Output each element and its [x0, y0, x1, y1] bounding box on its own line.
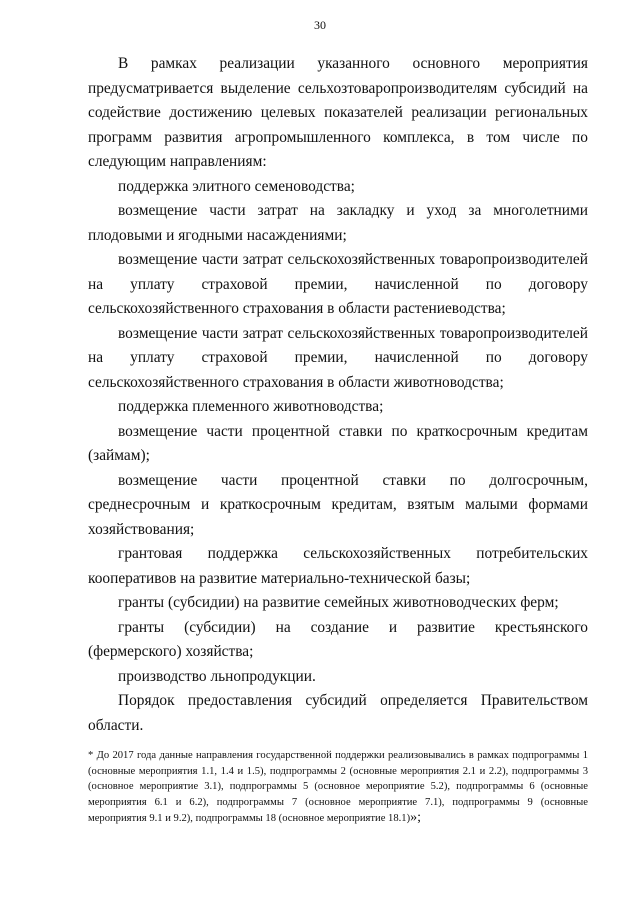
list-item: гранты (субсидии) на развитие семейных животноводческих ферм;: [118, 594, 559, 611]
list-item: производство льнопродукции.: [118, 667, 316, 685]
page-number: 30: [314, 18, 326, 32]
paragraph-intro: В рамках реализации указанного основного мероприятия предусматривается выделение сельхозтоваропроизводителям субсидий на содействие достижению целевых показателей реализации региональных программ развития агропромышленного комплекса, в том числе по следующим направлениям:: [88, 55, 588, 170]
list-item: грантовая поддержка сельскохозяйственных потребительских кооперативов на развитие материально-технической базы;: [88, 545, 588, 587]
footnote-end: »;: [410, 810, 421, 825]
list-item: возмещение части затрат сельскохозяйственных товаропроизводителей на уплату страховой премии, начисленной по договору сельскохозяйственного страхования в области животноводства;: [88, 324, 588, 391]
list-item: возмещение части процентной ставки по долгосрочным, среднесрочным и краткосрочным кредитам, взятым малыми формами хозяйствования;: [88, 471, 588, 538]
list-item: поддержка племенного животноводства;: [118, 398, 384, 415]
footnote: [88, 748, 588, 827]
document-body: [88, 52, 588, 827]
footnote-text: * До 2017 года данные направления государственной поддержки реализовывались в рамках подпрограммы 1 (основные мероприятия 1.1, 1.4 и 1.5), подпрограммы 2 (основные мероприятия 2.1 и 2.2), подпрограммы 3 (основное мероприятие 3.1), подпрограммы 5 (основное мероприятие 5.2), подпрограммы 6 (основные мероприятия 6.1 и 6.2), подпрограммы 7 (основное мероприятие 7.1), подпрограммы 9 (основные мероприятия 9.1 и 9.2), подпрограммы 18 (основное мероприятие 18.1): [88, 750, 588, 824]
paragraph-closing: Порядок предоставления субсидий определяется Правительством области.: [88, 692, 588, 734]
list-item: возмещение части процентной ставки по краткосрочным кредитам (займам);: [88, 422, 588, 464]
list-item: поддержка элитного семеноводства;: [118, 177, 355, 195]
list-item: гранты (субсидии) на создание и развитие крестьянского (фермерского) хозяйства;: [88, 618, 588, 660]
list-item: возмещение части затрат сельскохозяйственных товаропроизводителей на уплату страховой премии, начисленной по договору сельскохозяйственного страхования в области растениеводства;: [88, 251, 588, 317]
list-item: возмещение части затрат на закладку и уход за многолетними плодовыми и ягодными насаждениями;: [88, 202, 588, 244]
